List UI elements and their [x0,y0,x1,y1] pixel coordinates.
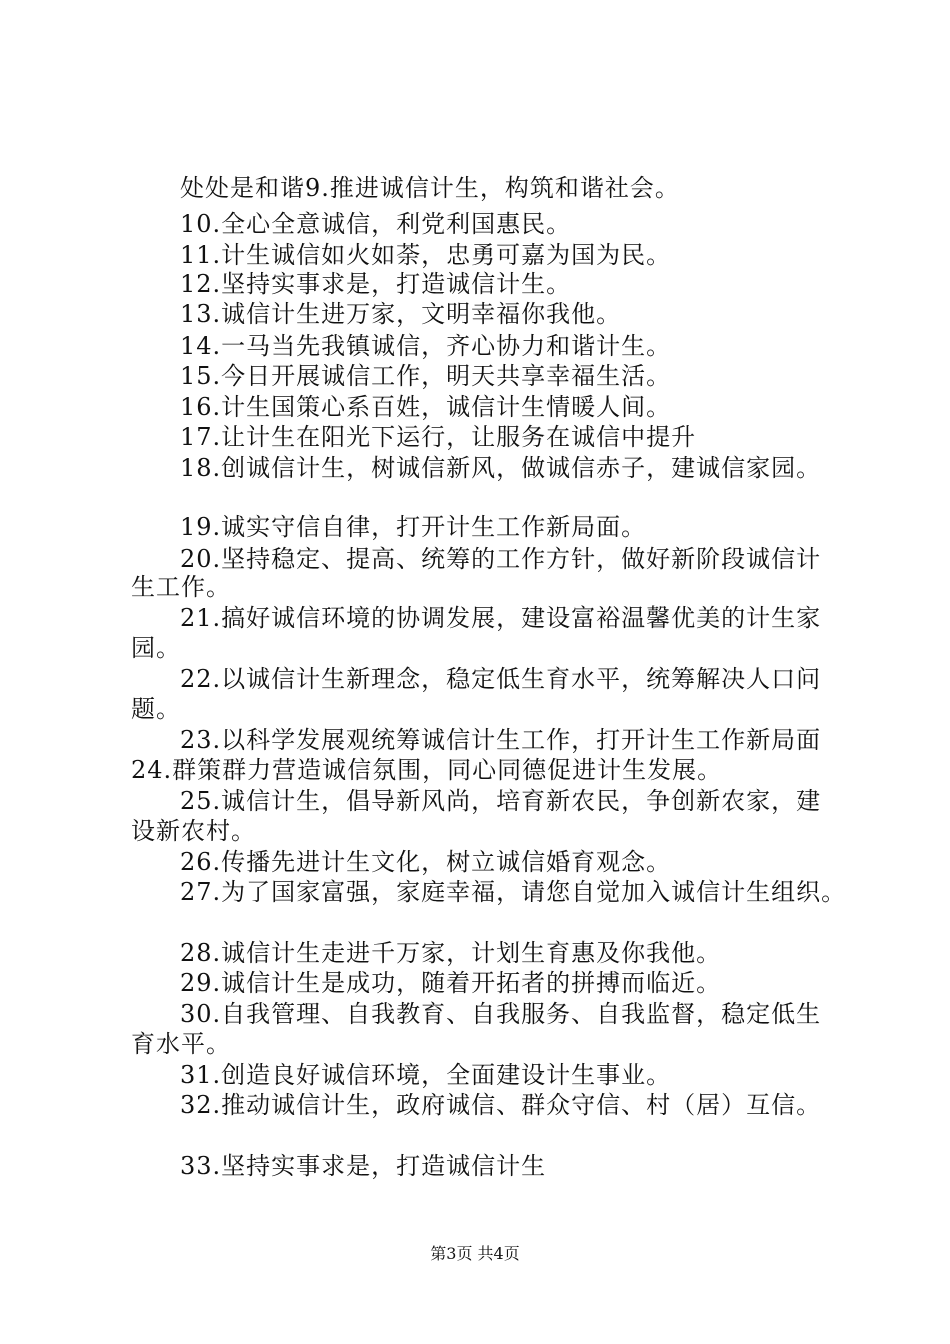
text-line-4: 12.坚持实事求是，打造诚信计生。 [180,270,572,298]
text-line-17: 题。 [131,695,181,723]
text-line-19: 24.群策群力营造诚信氛围，同心同德促进计生发展。 [131,756,723,784]
text-line-23: 27.为了国家富强，家庭幸福，请您自觉加入诚信计生组织。 [180,878,847,906]
text-line-9: 17.让计生在阳光下运行，让服务在诚信中提升 [180,423,697,451]
text-line-18: 23.以科学发展观统筹诚信计生工作，打开计生工作新局面 [180,726,822,754]
text-line-1: 处处是和谐9.推进诚信计生，构筑和谐社会。 [180,174,680,202]
text-line-26: 30.自我管理、自我教育、自我服务、自我监督，稳定低生 [180,1000,822,1028]
text-line-12: 20.坚持稳定、提高、统筹的工作方针，做好新阶段诚信计 [180,545,822,573]
text-line-22: 26.传播先进计生文化，树立诚信婚育观念。 [180,848,672,876]
page-number-footer: 第3页 共4页 [430,1244,520,1263]
text-line-27: 育水平。 [131,1030,231,1058]
text-line-10: 18.创诚信计生，树诚信新风，做诚信赤子，建诚信家园。 [180,454,822,482]
text-line-28: 31.创造良好诚信环境，全面建设计生事业。 [180,1061,672,1089]
text-line-25: 29.诚信计生是成功，随着开拓者的拼搏而临近。 [180,969,722,997]
text-line-15: 园。 [131,634,181,662]
text-line-6: 14.一马当先我镇诚信，齐心协力和谐计生。 [180,332,672,360]
text-line-29: 32.推动诚信计生，政府诚信、群众守信、村（居）互信。 [180,1091,822,1119]
text-line-3: 11.计生诚信如火如荼，忠勇可嘉为国为民。 [180,241,672,269]
text-line-14: 21.搞好诚信环境的协调发展，建设富裕温馨优美的计生家 [180,604,822,632]
text-line-20: 25.诚信计生，倡导新风尚，培育新农民，争创新农家，建 [180,787,822,815]
text-line-13: 生工作。 [131,573,231,601]
text-line-16: 22.以诚信计生新理念，稳定低生育水平，统筹解决人口问 [180,665,822,693]
text-line-5: 13.诚信计生进万家，文明幸福你我他。 [180,300,622,328]
text-line-7: 15.今日开展诚信工作，明天共享幸福生活。 [180,362,672,390]
text-line-21: 设新农村。 [131,817,256,845]
text-line-24: 28.诚信计生走进千万家，计划生育惠及你我他。 [180,939,722,967]
text-line-30: 33.坚持实事求是，打造诚信计生 [180,1152,547,1180]
text-line-2: 10.全心全意诚信，利党利国惠民。 [180,210,572,238]
text-line-8: 16.计生国策心系百姓，诚信计生情暖人间。 [180,393,672,421]
text-line-11: 19.诚实守信自律，打开计生工作新局面。 [180,513,647,541]
